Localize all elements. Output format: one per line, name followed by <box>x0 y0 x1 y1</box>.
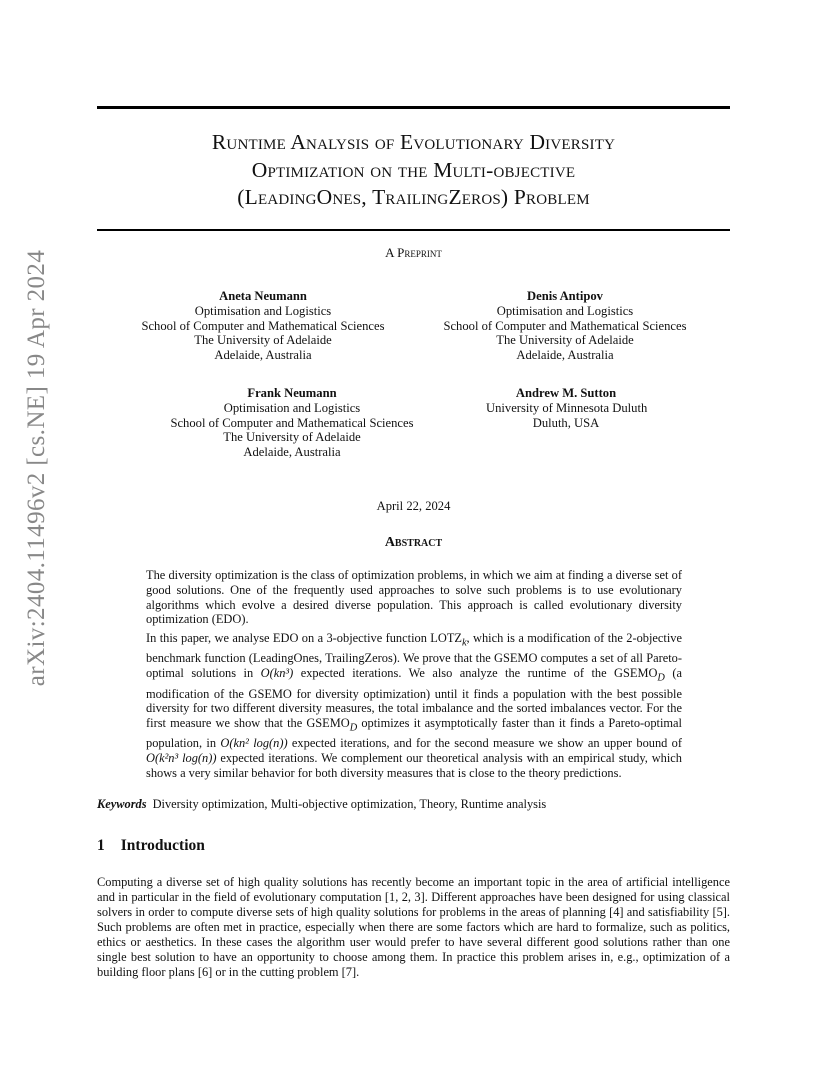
author-affiliation: Optimisation and Logistics <box>194 303 332 318</box>
author-affiliation: Optimisation and Logistics <box>223 400 361 415</box>
abstract-paragraph-1: The diversity optimization is the class of optimization problems, in which we aim at finding a diverse set of good solutions. One of the frequently used approaches to solve such problems is to use evolutionary algorithms which evolve a desired diverse population. This approach is called evolutionary diversity optimization (EDO). <box>146 568 682 627</box>
author-affiliation: Optimisation and Logistics <box>496 303 634 318</box>
abstract-body <box>146 568 682 785</box>
author-affiliation: School of Computer and Mathematical Sciences <box>170 415 414 430</box>
author-affiliation: The University of Adelaide <box>496 333 634 348</box>
author-block-1 <box>133 289 393 363</box>
math-expression: O(kn² log(n)) <box>220 736 288 751</box>
keywords-text: Diversity optimization, Multi-objective optimization, Theory, Runtime analysis <box>152 797 547 811</box>
author-affiliation: Adelaide, Australia <box>243 445 341 460</box>
intro-paragraph: Computing a diverse set of high quality solutions has recently become an important topic in the area of artificial intelligence and in particular in the field of evolutionary computation [1, 2, 3]. Different approaches have been designed for using classical solvers in order to compute diverse sets of high quality solutions for problems in the areas of planning [4] and satisfiability [5]. Such problems are often met in practice, especially when there are some factors which are hard to formalize, such as politics, ethics or aesthetics. In these cases the algorithm user would prefer to have several different good solutions rather than one single best solution to have an opportunity to choose among them. In practice this problem arises in, e.g., optimization of a building floor plans [6] or in the cutting problem [7]. <box>97 875 730 979</box>
title-line-1: Runtime Analysis of Evolutionary Diversity <box>211 130 616 154</box>
author-affiliation: The University of Adelaide <box>194 333 332 348</box>
keywords-label: Keywords <box>97 797 147 811</box>
author-block-3 <box>162 386 422 460</box>
abstract-paragraph-2: In this paper, we analyse EDO on a 3-objective function $LOTZ_k$, which is a modification of the 2-objective benchmark function (LeadingOnes, TrailingZeros). We prove that the GSEMO computes a set of all Pareto-optimal solutions in O(kn³) expected iterations. We also analyze the runtime of the $GSEMO_D$ (a modification of the GSEMO for diversity optimization) until it finds a population with the best possible diversity for two different diversity measures, the total imbalance and the sorted imbalances vector. For the first measure we show that the $GSEMO_D$ optimizes it asymptotically faster than it finds a Pareto-optimal population, in O(kn² log(n)) expected iterations, and for the second measure we show an upper bound of O(k²n³ log(n)) expected iterations. We complement our theoretical analysis with an empirical study, which shows a very similar behavior for both diversity measures that is close to the theory predictions. <box>146 631 683 780</box>
math-expression: O(k²n³ log(n)) <box>146 751 217 766</box>
title-line-2: Optimization on the Multi-objective <box>251 157 576 182</box>
author-affiliation: School of Computer and Mathematical Sciences <box>141 318 385 333</box>
keywords-line <box>97 797 730 812</box>
author-name: Denis Antipov <box>527 289 603 303</box>
author-block-2 <box>435 289 695 363</box>
arxiv-identifier: arXiv:2404.11496v2 [cs.NE] 19 Apr 2024 <box>23 249 50 687</box>
abstract-heading: Abstract <box>384 535 443 550</box>
arxiv-sidebar-stamp <box>22 249 52 687</box>
author-affiliation: University of Minnesota Duluth <box>486 400 648 415</box>
section-number: 1 <box>97 837 105 854</box>
title-top-rule <box>97 106 730 109</box>
introduction-body <box>97 875 730 980</box>
title-line-3: (LeadingOnes, TrailingZeros) Problem <box>237 185 590 209</box>
author-name: Andrew M. Sutton <box>515 386 617 400</box>
paper-date: April 22, 2024 <box>376 499 451 513</box>
section-heading <box>97 837 205 855</box>
section-title: Introduction <box>120 837 205 854</box>
author-affiliation: Duluth, USA <box>532 415 600 430</box>
author-affiliation: School of Computer and Mathematical Sciences <box>443 318 687 333</box>
paper-title <box>97 129 730 212</box>
preprint-label: A Preprint <box>385 245 442 260</box>
author-name: Frank Neumann <box>247 386 337 400</box>
author-block-4 <box>486 386 646 430</box>
author-name: Aneta Neumann <box>219 289 307 303</box>
math-expression: O(kn³) <box>260 666 294 681</box>
author-affiliation: Adelaide, Australia <box>516 348 614 363</box>
title-bottom-rule <box>97 229 730 231</box>
author-affiliation: The University of Adelaide <box>223 430 361 445</box>
author-affiliation: Adelaide, Australia <box>214 348 312 363</box>
